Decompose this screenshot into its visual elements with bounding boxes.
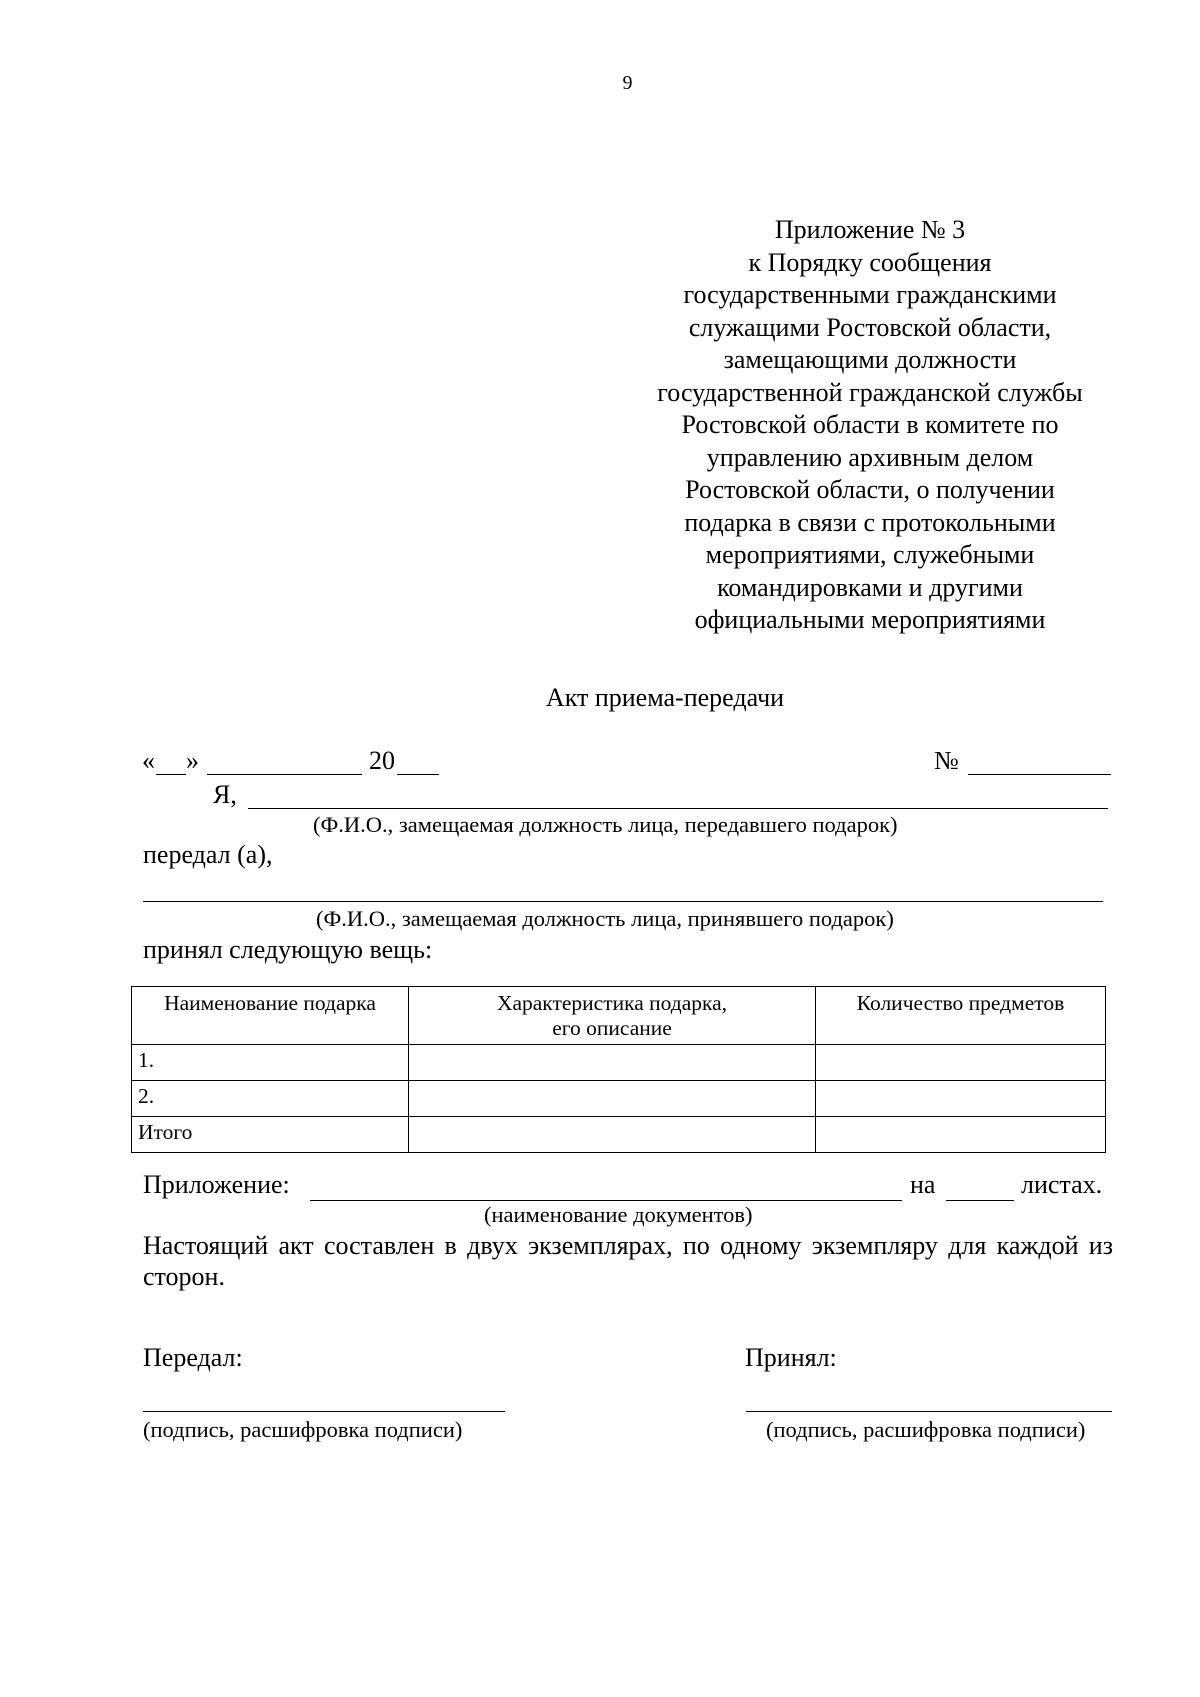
appendix-line: подарка в связи с протокольными	[684, 507, 1056, 537]
giver-name-blank[interactable]	[248, 808, 1108, 809]
number-sign: №	[934, 746, 959, 775]
appendix-line: Ростовской области в комитете по	[681, 410, 1059, 439]
appendix-header	[620, 214, 1120, 637]
right-signature-line[interactable]	[746, 1411, 1112, 1412]
attachment-documents-blank[interactable]	[310, 1200, 902, 1201]
date-close-quote: »	[186, 746, 199, 775]
appendix-line: командировками и другими	[717, 572, 1023, 602]
appendix-line: Ростовской области, о получении	[685, 475, 1055, 504]
date-day-blank[interactable]	[156, 774, 186, 775]
attachment-caption: (наименование документов)	[484, 1202, 753, 1227]
act-title: Акт приема-передачи	[545, 683, 785, 712]
table-row	[132, 1117, 1106, 1153]
attachment-sheets-blank[interactable]	[946, 1200, 1014, 1201]
appendix-line: замещающими должности	[723, 345, 1017, 374]
table-cell[interactable]	[816, 1117, 1106, 1153]
appendix-line: Приложение № 3	[774, 215, 966, 244]
table-cell[interactable]: Итого	[132, 1117, 409, 1153]
left-signature-caption: (подпись, расшифровка подписи)	[143, 1417, 463, 1442]
receiver-caption: (Ф.И.О., замещаемая должность лица, принявшего подарок)	[316, 906, 894, 931]
date-year-prefix: 20	[369, 746, 395, 775]
attachment-label: Приложение:	[143, 1170, 290, 1199]
appendix-line: официальными мероприятиями	[694, 605, 1046, 634]
header-gift-name: Наименование подарка	[132, 987, 409, 1045]
table-cell[interactable]	[816, 1081, 1106, 1117]
gift-table	[131, 986, 1106, 1153]
table-row	[132, 1081, 1106, 1117]
giver-caption: (Ф.И.О., замещаемая должность лица, передавшего подарок)	[313, 812, 898, 837]
table-cell[interactable]	[816, 1045, 1106, 1081]
appendix-line: управлению архивным делом	[706, 442, 1034, 472]
date-year-blank[interactable]	[397, 774, 439, 775]
header-gift-description-text: Характеристика подарка, его описание	[496, 991, 728, 1040]
table-row	[132, 1045, 1106, 1081]
table-cell[interactable]: 2.	[132, 1081, 409, 1117]
left-signature-line[interactable]	[143, 1411, 505, 1412]
giver-verb: передал (а),	[143, 840, 273, 869]
receiver-verb: принял следующую вещь:	[143, 935, 433, 964]
header-gift-description	[409, 987, 816, 1045]
left-signature-label: Передал:	[143, 1343, 243, 1372]
table-cell[interactable]	[409, 1081, 816, 1117]
appendix-line: к Порядку сообщения	[748, 247, 992, 277]
date-open-quote: «	[142, 746, 155, 775]
table-cell[interactable]: 1.	[132, 1045, 409, 1081]
final-statement: Настоящий акт составлен в двух экземплярах, по одному экземпляру для каждой из сторон.	[143, 1231, 1113, 1291]
appendix-line: мероприятиями, служебными	[705, 540, 1035, 569]
header-item-count: Количество предметов	[816, 987, 1106, 1045]
right-signature-caption: (подпись, расшифровка подписи)	[766, 1417, 1086, 1442]
right-signature-label: Принял:	[745, 1343, 837, 1372]
appendix-line: государственными гражданскими	[683, 280, 1057, 309]
table-cell[interactable]	[409, 1045, 816, 1081]
table-header-row	[132, 987, 1106, 1045]
giver-prefix: Я,	[213, 780, 237, 809]
table-cell[interactable]	[409, 1117, 816, 1153]
attachment-sheets: листах.	[1021, 1170, 1103, 1199]
receiver-name-blank[interactable]	[143, 901, 1103, 902]
attachment-on: на	[910, 1170, 936, 1199]
act-number-blank[interactable]	[968, 774, 1111, 775]
appendix-line: государственной гражданской службы	[657, 377, 1083, 407]
date-month-blank[interactable]	[207, 774, 362, 775]
appendix-line: служащими Ростовской области,	[688, 312, 1052, 342]
page-number: 9	[622, 72, 633, 94]
